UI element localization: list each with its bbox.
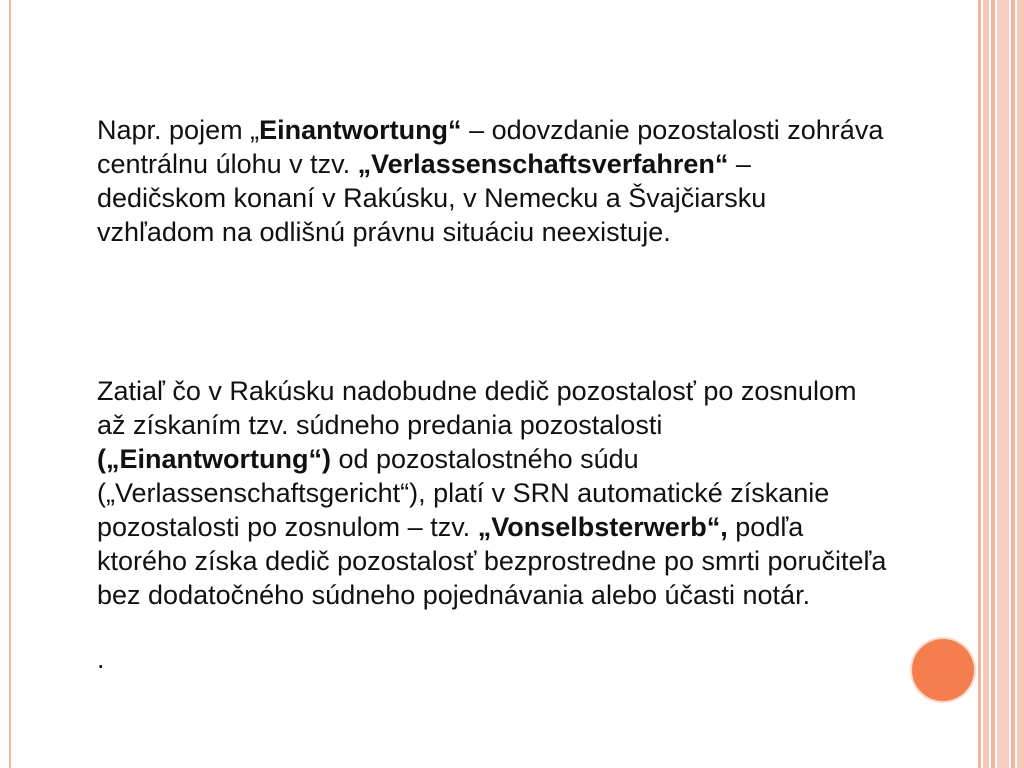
decorative-circle <box>912 639 974 701</box>
text-segment: Napr. pojem „ <box>97 115 260 145</box>
paragraph-einantwortung <box>97 113 887 249</box>
right-stripe <box>1017 0 1024 768</box>
text-segment: Zatiaľ čo v Rakúsku nadobudne dedič pozostalosť po zosnulom až získaním tzv. súdneho predania pozostalosti <box>97 376 857 440</box>
text-segment: – odovzdanie pozostalosti zohráva centrálnu úlohu v tzv. <box>97 115 884 179</box>
bold-term: „Vonselbsterwerb“, <box>477 512 728 542</box>
bold-term: Einantwortung“ <box>259 115 462 145</box>
right-stripe <box>997 0 1009 768</box>
paragraph-vonselbsterwerb <box>97 374 887 612</box>
right-stripe <box>978 0 981 768</box>
text-segment: podľa ktorého získa dedič pozostalosť bezprostredne po smrti poručiteľa bez dodatočného súdneho pojednávania alebo účasti notár. <box>97 512 887 610</box>
right-stripe <box>983 0 989 768</box>
trailing-dot: . <box>97 644 105 674</box>
text-segment: – dedičskom konaní v Rakúsku, v Nemecku a Švajčiarsku vzhľadom na odlišnú právnu situáciu neexistuje. <box>97 149 767 247</box>
left-border-line <box>9 0 11 768</box>
right-stripe <box>991 0 995 768</box>
text-segment: od pozostalostného súdu („Verlassenschaftsgericht“), platí v SRN automatické získanie pozostalosti po zosnulom – tzv. <box>97 444 830 542</box>
right-stripe <box>1011 0 1015 768</box>
bold-term: „Verlassenschaftsverfahren“ <box>357 149 729 179</box>
bold-term: („Einantwortung“) <box>97 444 331 474</box>
